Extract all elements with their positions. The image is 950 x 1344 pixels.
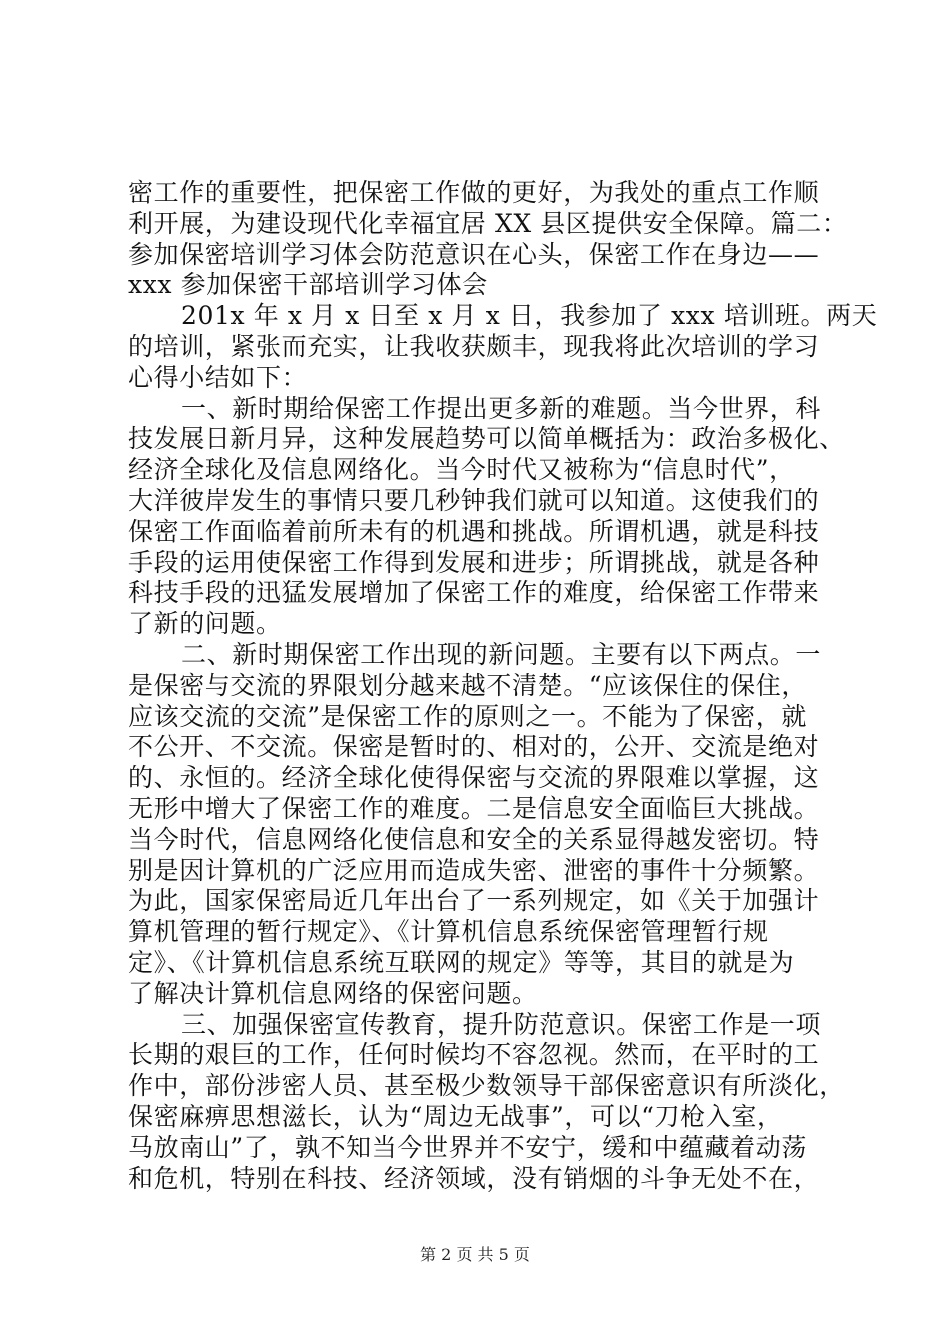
text-line: 大洋彼岸发生的事情只要几秒钟我们就可以知道。这使我们的: [128, 485, 820, 515]
text-line: 了解决计算机信息网络的保密问题。: [128, 978, 538, 1008]
text-line: 和危机，特别在科技、经济领域，没有销烟的斗争无处不在，: [128, 1163, 820, 1193]
text-line: 别是因计算机的广泛应用而造成失密、泄密的事件十分频繁。: [128, 855, 820, 885]
page-footer: 第 2 页 共 5 页: [420, 1245, 530, 1264]
text-line: 201x 年 x 月 x 日至 x 月 x 日，我参加了 xxx 培训班。两天: [181, 301, 878, 331]
text-line: 三、加强保密宣传教育，提升防范意识。保密工作是一项: [181, 1009, 822, 1039]
text-line: 长期的艰巨的工作，任何时候均不容忽视。然而，在平时的工: [128, 1040, 820, 1070]
text-line: xxx 参加保密干部培训学习体会: [128, 270, 488, 300]
text-line: 定》、《计算机信息系统互联网的规定》等等，其目的就是为: [128, 947, 795, 977]
text-line: 科技手段的迅猛发展增加了保密工作的难度，给保密工作带来: [128, 578, 820, 608]
text-line: 保密工作面临着前所未有的机遇和挑战。所谓机遇，就是科技: [128, 516, 820, 546]
text-line: 马放南山”了，孰不知当今世界并不安宁，缓和中蕴藏着动荡: [128, 1132, 807, 1162]
body-text: [128, 178, 878, 1194]
text-line: 作中，部份涉密人员、甚至极少数领导干部保密意识有所淡化，: [128, 1071, 845, 1101]
text-line: 当今时代，信息网络化使信息和安全的关系显得越发密切。特: [128, 824, 820, 854]
text-line: 利开展，为建设现代化幸福宜居 XX 县区提供安全保障。篇二：: [128, 208, 848, 238]
text-line: 了新的问题。: [128, 609, 282, 639]
text-line: 算机管理的暂行规定》、《计算机信息系统保密管理暂行规: [128, 917, 769, 947]
text-line: 不公开、不交流。保密是暂时的、相对的，公开、交流是绝对: [128, 732, 820, 762]
text-line: 的、永恒的。经济全球化使得保密与交流的界限难以掌握，这: [128, 763, 820, 793]
text-line: 二、新时期保密工作出现的新问题。主要有以下两点。一: [181, 639, 822, 669]
text-line: 无形中增大了保密工作的难度。二是信息安全面临巨大挑战。: [128, 793, 820, 823]
text-line: 是保密与交流的界限划分越来越不清楚。“应该保住的保住，: [128, 670, 807, 700]
text-line: 的培训，紧张而充实，让我收获颇丰，现我将此次培训的学习: [128, 331, 820, 361]
text-line: 密工作的重要性，把保密工作做的更好，为我处的重点工作顺: [128, 178, 820, 207]
text-line: 为此，国家保密局近几年出台了一系列规定，如《关于加强计: [128, 886, 820, 916]
text-line: 技发展日新月异，这种发展趋势可以简单概括为：政治多极化、: [128, 424, 845, 454]
text-line: 参加保密培训学习体会防范意识在心头，保密工作在身边——: [128, 239, 820, 269]
text-line: 保密麻痹思想滋长，认为“周边无战事”，可以“刀枪入室，: [128, 1101, 783, 1131]
text-line: 一、新时期给保密工作提出更多新的难题。当今世界，科: [181, 393, 822, 423]
text-line: 经济全球化及信息网络化。当今时代又被称为“信息时代”，: [128, 455, 795, 485]
text-line: 手段的运用使保密工作得到发展和进步；所谓挑战，就是各种: [128, 547, 820, 577]
text-line: 心得小结如下：: [128, 362, 308, 392]
text-line: 应该交流的交流”是保密工作的原则之一。不能为了保密，就: [128, 701, 807, 731]
